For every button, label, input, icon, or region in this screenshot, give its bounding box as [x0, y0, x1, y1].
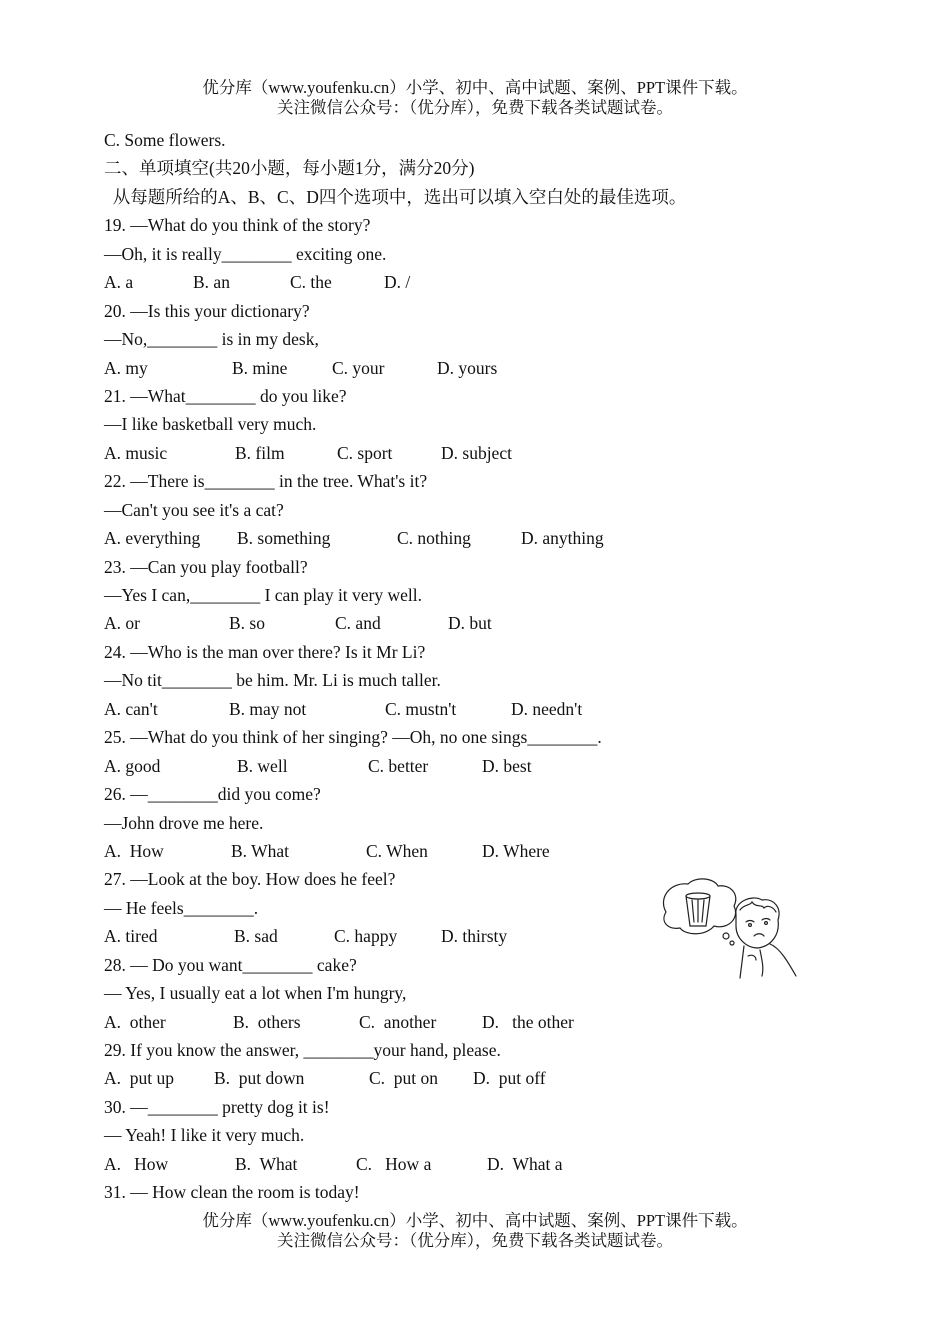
answer-text: —Can't you see it's a cat?: [104, 499, 284, 520]
option-a: A. music: [104, 442, 168, 463]
question-text: 19. —What do you think of the story?: [104, 215, 371, 236]
question-item: [104, 638, 824, 723]
option-b: B. mine: [232, 357, 288, 378]
option-a: A. a: [104, 272, 134, 293]
question-item: [104, 382, 824, 467]
page-footer: [0, 1211, 950, 1251]
answer-text: —No,________ is in my desk,: [104, 329, 319, 350]
option-b: B. others: [233, 1011, 301, 1032]
question-text: 20. —Is this your dictionary?: [104, 300, 310, 321]
thirsty-boy-illustration: [656, 876, 802, 980]
question-item: [104, 467, 824, 552]
option-d: D. thirsty: [441, 926, 508, 947]
option-c: C. nothing: [397, 528, 471, 549]
option-c: C. the: [290, 272, 332, 293]
option-b: B. may not: [229, 698, 307, 719]
question-text: 27. —Look at the boy. How does he feel?: [104, 869, 396, 890]
option-a: A. can't: [104, 698, 158, 719]
question-text: 31. — How clean the room is today!: [104, 1182, 360, 1203]
option-d: D. /: [384, 272, 411, 293]
options-row: [104, 1064, 824, 1092]
question-item: [104, 211, 824, 296]
option-a: A. How: [104, 840, 164, 861]
page-header: [0, 78, 950, 118]
question-text: 30. —________ pretty dog it is!: [104, 1096, 330, 1117]
option-d: D. subject: [441, 442, 512, 463]
question-text: 24. —Who is the man over there? Is it Mr Li?: [104, 641, 426, 662]
exam-content: [104, 126, 824, 1207]
answer-text: —Oh, it is really________ exciting one.: [104, 243, 387, 264]
answer-text: —John drove me here.: [104, 812, 264, 833]
option-b: B. film: [235, 442, 285, 463]
option-d: D. put off: [473, 1068, 546, 1089]
previous-option: C. Some flowers.: [104, 130, 226, 150]
question-text: 25. —What do you think of her singing? —Oh, no one sings________.: [104, 727, 602, 748]
options-row: [104, 354, 824, 382]
option-c: C. happy: [334, 926, 398, 947]
option-c: C. How a: [356, 1153, 432, 1174]
answer-text: — Yes, I usually eat a lot when I'm hungry,: [104, 983, 407, 1004]
question-item: [104, 780, 824, 865]
option-a: A. put up: [104, 1068, 174, 1089]
question-text: 21. —What________ do you like?: [104, 385, 347, 406]
option-d: D. Where: [482, 840, 550, 861]
option-c: C. mustn't: [385, 698, 457, 719]
option-d: D. yours: [437, 357, 498, 378]
option-d: D. the other: [482, 1011, 574, 1032]
option-b: B. What: [231, 840, 290, 861]
options-row: [104, 1150, 824, 1178]
question-text: 28. — Do you want________ cake?: [104, 954, 357, 975]
options-row: [104, 837, 824, 865]
header-line-2: 关注微信公众号：（优分库），免费下载各类试题试卷。: [277, 98, 673, 117]
option-d: D. best: [482, 755, 532, 776]
options-row: [104, 609, 824, 637]
option-d: D. needn't: [511, 698, 583, 719]
options-row: [104, 1008, 824, 1036]
option-b: B. an: [193, 272, 230, 293]
option-a: A. tired: [104, 926, 158, 947]
option-c: C. and: [335, 613, 381, 634]
question-text: 22. —There is________ in the tree. What's it?: [104, 471, 428, 492]
option-b: B. put down: [214, 1068, 305, 1089]
option-c: C. When: [366, 840, 428, 861]
section-title: 二、单项填空(共20小题，每小题1分，满分20分): [104, 158, 475, 179]
option-a: A. everything: [104, 528, 201, 549]
option-c: C. better: [368, 755, 429, 776]
question-item: [104, 1036, 824, 1093]
question-item: [104, 297, 824, 382]
option-c: C. sport: [337, 442, 393, 463]
question-item: [104, 1178, 824, 1206]
option-a: A. How: [104, 1153, 169, 1174]
options-row: [104, 752, 824, 780]
option-d: D. but: [448, 613, 492, 634]
question-text: 23. —Can you play football?: [104, 556, 308, 577]
answer-text: —No tit________ be him. Mr. Li is much taller.: [104, 670, 441, 691]
option-a: A. good: [104, 755, 161, 776]
footer-line-1: 优分库（www.youfenku.cn）小学、初中、高中试题、案例、PPT课件下载。: [202, 1211, 748, 1230]
option-c: C. another: [359, 1011, 437, 1032]
option-d: D. What a: [487, 1153, 563, 1174]
option-d: D. anything: [521, 528, 604, 549]
option-b: B. well: [237, 755, 288, 776]
answer-text: —Yes I can,________ I can play it very well.: [104, 585, 423, 605]
options-row: [104, 439, 824, 467]
option-a: A. my: [104, 357, 148, 378]
question-text: 29. If you know the answer, ________your hand, please.: [104, 1040, 501, 1060]
answer-text: — He feels________.: [104, 897, 259, 918]
option-b: B. What: [235, 1153, 298, 1174]
header-line-1: 优分库（www.youfenku.cn）小学、初中、高中试题、案例、PPT课件下载。: [202, 78, 748, 97]
option-b: B. so: [229, 613, 265, 634]
option-a: A. or: [104, 613, 140, 634]
option-c: C. your: [332, 357, 385, 378]
question-item: [104, 723, 824, 780]
section-instruction: 从每题所给的A、B、C、D四个选项中，选出可以填入空白处的最佳选项。: [104, 186, 687, 207]
option-b: B. sad: [234, 926, 278, 947]
option-c: C. put on: [369, 1068, 439, 1089]
question-text: 26. —________did you come?: [104, 784, 321, 805]
option-b: B. something: [237, 528, 331, 549]
question-item: [104, 553, 824, 638]
answer-text: —I like basketball very much.: [104, 414, 317, 435]
options-row: [104, 695, 824, 723]
option-a: A. other: [104, 1011, 166, 1032]
options-row: [104, 524, 824, 552]
question-list: [104, 211, 824, 1206]
footer-line-2: 关注微信公众号：（优分库），免费下载各类试题试卷。: [277, 1231, 673, 1250]
options-row: [104, 268, 824, 296]
answer-text: — Yeah! I like it very much.: [104, 1125, 305, 1146]
question-item: [104, 1093, 824, 1178]
